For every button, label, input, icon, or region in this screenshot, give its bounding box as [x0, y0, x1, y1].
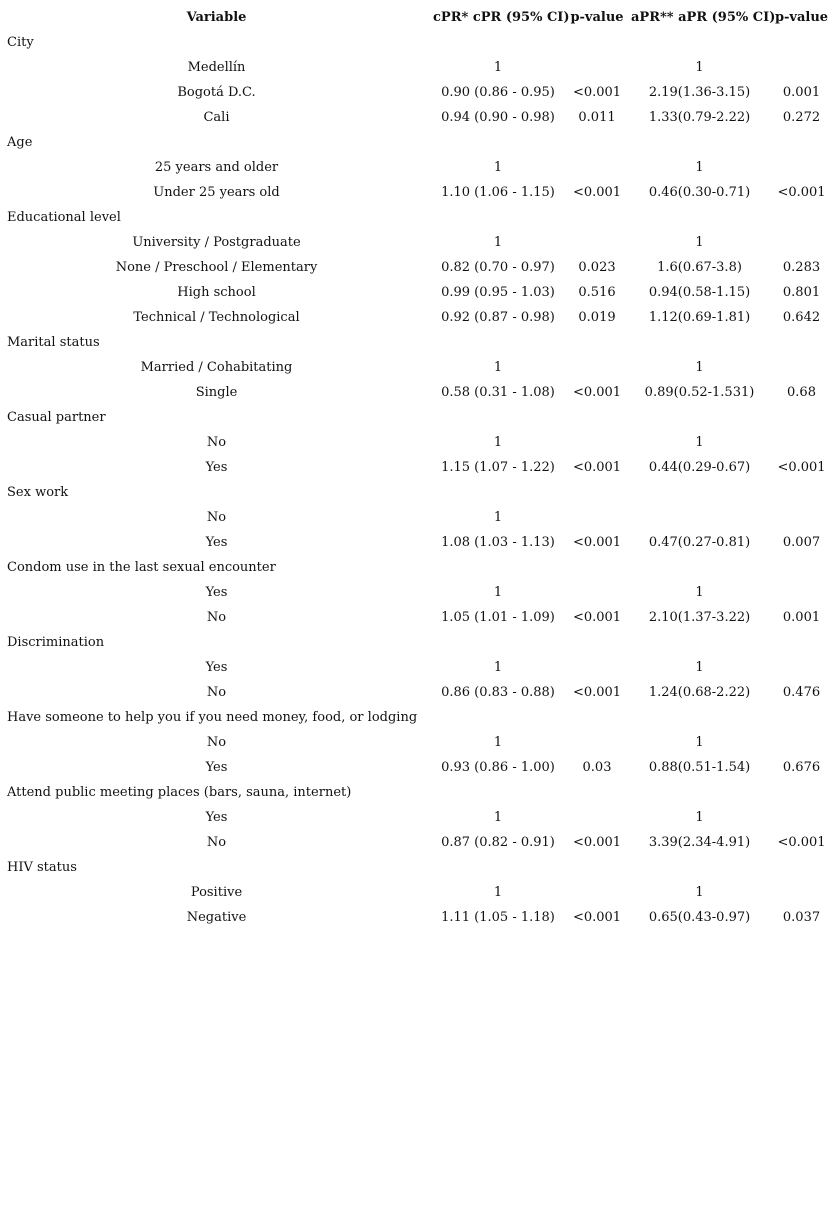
- adjusted-prevalence-ratio: 1.24(0.68-2.22): [648, 685, 751, 700]
- crude-p-value: <0.001: [572, 835, 622, 850]
- table-row: [0, 880, 837, 905]
- crude-p-value: [563, 430, 631, 455]
- adjusted-p-value: 0.801: [782, 285, 821, 300]
- crude-prevalence-ratio: 0.92 (0.87 - 0.98): [441, 310, 555, 325]
- table-row: [0, 180, 837, 205]
- adjusted-prevalence-ratio: 1.6(0.67-3.8): [657, 260, 742, 275]
- variable-category: Yes: [205, 585, 228, 600]
- adjusted-p-value: [768, 655, 835, 680]
- crude-prevalence-ratio: 1: [493, 885, 503, 900]
- adjusted-p-value: 0.037: [782, 910, 821, 925]
- adjusted-prevalence-ratio: 1: [695, 360, 704, 375]
- variable-category: Yes: [205, 810, 228, 825]
- crude-p-value: [563, 155, 631, 180]
- variable-category: Married / Cohabitating: [140, 360, 293, 375]
- adjusted-prevalence-ratio: 0.88(0.51-1.54): [648, 760, 751, 775]
- table-row: [0, 105, 837, 130]
- table-row: [0, 430, 837, 455]
- crude-prevalence-ratio: 1: [493, 160, 503, 175]
- group-row: [0, 855, 837, 880]
- group-row: [0, 330, 837, 355]
- adjusted-p-value: [768, 880, 835, 905]
- adjusted-p-value: <0.001: [777, 460, 826, 475]
- adjusted-prevalence-ratio: 1.12(0.69-1.81): [648, 310, 751, 325]
- table-row: [0, 755, 837, 780]
- variable-category: University / Postgraduate: [132, 235, 301, 250]
- adjusted-prevalence-ratio: 0.46(0.30-0.71): [648, 185, 751, 200]
- crude-p-value: 0.019: [578, 310, 616, 325]
- adjusted-prevalence-ratio: 1: [695, 585, 704, 600]
- adjusted-p-value: [768, 580, 835, 605]
- crude-p-value: [563, 580, 631, 605]
- adjusted-p-value: 0.676: [782, 760, 821, 775]
- crude-prevalence-ratio: 0.93 (0.86 - 1.00): [441, 760, 555, 775]
- adjusted-prevalence-ratio: 3.39(2.34-4.91): [648, 835, 751, 850]
- crude-p-value: [563, 655, 631, 680]
- header-cpr: cPR* cPR (95% CI): [433, 10, 570, 25]
- crude-p-value: <0.001: [572, 610, 622, 625]
- crude-p-value: [563, 230, 631, 255]
- crude-prevalence-ratio: 1.08 (1.03 - 1.13): [441, 535, 555, 550]
- crude-prevalence-ratio: 1: [493, 435, 503, 450]
- table-row: [0, 830, 837, 855]
- variable-category: High school: [177, 285, 256, 300]
- crude-prevalence-ratio: 1: [493, 585, 503, 600]
- crude-prevalence-ratio: 0.58 (0.31 - 1.08): [441, 385, 555, 400]
- variable-category: No: [206, 835, 227, 850]
- group-label: Sex work: [7, 485, 69, 500]
- crude-prevalence-ratio: 1.05 (1.01 - 1.09): [441, 610, 555, 625]
- crude-p-value: [563, 805, 631, 830]
- crude-prevalence-ratio: 1: [493, 510, 503, 525]
- adjusted-prevalence-ratio: 1.33(0.79-2.22): [648, 110, 751, 125]
- table-row: [0, 155, 837, 180]
- adjusted-p-value: [768, 430, 835, 455]
- crude-p-value: [563, 55, 631, 80]
- adjusted-prevalence-ratio: 0.89(0.52-1.531): [644, 385, 755, 400]
- table-row: [0, 255, 837, 280]
- crude-prevalence-ratio: 1: [493, 360, 503, 375]
- variable-category: Yes: [205, 535, 228, 550]
- adjusted-p-value: 0.001: [782, 610, 821, 625]
- table-body: [0, 30, 837, 930]
- variable-category: No: [206, 435, 227, 450]
- adjusted-p-value: <0.001: [777, 185, 826, 200]
- adjusted-p-value: 0.476: [782, 685, 821, 700]
- variable-category: No: [206, 735, 227, 750]
- group-label: Casual partner: [7, 410, 106, 425]
- adjusted-prevalence-ratio: 1: [695, 660, 704, 675]
- crude-p-value: 0.011: [578, 110, 616, 125]
- group-row: [0, 780, 837, 805]
- variable-category: 25 years and older: [154, 160, 279, 175]
- adjusted-prevalence-ratio: [631, 505, 768, 530]
- group-label: Age: [7, 135, 33, 150]
- crude-p-value: <0.001: [572, 460, 622, 475]
- group-row: [0, 555, 837, 580]
- crude-p-value: <0.001: [572, 185, 622, 200]
- crude-p-value: <0.001: [572, 85, 622, 100]
- group-label: Have someone to help you if you need money, food, or lodging: [7, 710, 418, 725]
- adjusted-p-value: [768, 230, 835, 255]
- variable-category: No: [206, 610, 227, 625]
- table-row: [0, 230, 837, 255]
- adjusted-prevalence-ratio: 0.94(0.58-1.15): [648, 285, 751, 300]
- crude-prevalence-ratio: 1.10 (1.06 - 1.15): [441, 185, 555, 200]
- variable-category: No: [206, 510, 227, 525]
- crude-prevalence-ratio: 1: [493, 810, 503, 825]
- variable-category: Cali: [203, 110, 230, 125]
- variable-category: Yes: [205, 460, 228, 475]
- group-row: [0, 630, 837, 655]
- table-row: [0, 280, 837, 305]
- group-label: Condom use in the last sexual encounter: [7, 560, 276, 575]
- crude-p-value: <0.001: [572, 910, 622, 925]
- table-row: [0, 680, 837, 705]
- adjusted-prevalence-ratio: 1: [695, 60, 704, 75]
- table-row: [0, 530, 837, 555]
- crude-p-value: [563, 355, 631, 380]
- table-row: [0, 55, 837, 80]
- variable-category: Yes: [205, 660, 228, 675]
- crude-prevalence-ratio: 0.94 (0.90 - 0.98): [441, 110, 555, 125]
- crude-p-value: <0.001: [572, 685, 622, 700]
- variable-category: None / Preschool / Elementary: [115, 260, 318, 275]
- variable-category: Technical / Technological: [133, 310, 300, 325]
- adjusted-p-value: 0.272: [782, 110, 821, 125]
- variable-category: Negative: [186, 910, 247, 925]
- crude-prevalence-ratio: 1.15 (1.07 - 1.22): [441, 460, 555, 475]
- adjusted-p-value: [768, 355, 835, 380]
- table-row: [0, 455, 837, 480]
- table-row: [0, 730, 837, 755]
- table-row: [0, 905, 837, 930]
- crude-p-value: <0.001: [572, 385, 622, 400]
- adjusted-p-value: 0.007: [782, 535, 821, 550]
- group-label: Marital status: [7, 335, 100, 350]
- adjusted-prevalence-ratio: 1: [695, 235, 704, 250]
- adjusted-prevalence-ratio: 2.10(1.37-3.22): [648, 610, 751, 625]
- variable-category: Yes: [205, 760, 228, 775]
- adjusted-p-value: [768, 155, 835, 180]
- group-label: HIV status: [7, 860, 77, 875]
- crude-prevalence-ratio: 1: [493, 235, 503, 250]
- table-row: [0, 580, 837, 605]
- table-row: [0, 80, 837, 105]
- crude-prevalence-ratio: 0.86 (0.83 - 0.88): [441, 685, 555, 700]
- crude-p-value: [563, 505, 631, 530]
- variable-category: Bogotá D.C.: [177, 85, 256, 100]
- crude-p-value: 0.023: [578, 260, 616, 275]
- table-header: [0, 5, 837, 30]
- header-p-value-crude: p-value: [570, 10, 624, 25]
- crude-prevalence-ratio: 1.11 (1.05 - 1.18): [441, 910, 555, 925]
- group-row: [0, 130, 837, 155]
- crude-p-value: <0.001: [572, 535, 622, 550]
- table-row: [0, 380, 837, 405]
- table-row: [0, 605, 837, 630]
- group-row: [0, 405, 837, 430]
- results-table: [0, 5, 837, 930]
- adjusted-prevalence-ratio: 1: [695, 160, 704, 175]
- header-variable: Variable: [186, 10, 247, 25]
- header-p-value-adjusted: p-value: [774, 10, 829, 25]
- header-apr: aPR** aPR (95% CI): [631, 10, 776, 25]
- crude-prevalence-ratio: 1: [493, 660, 503, 675]
- adjusted-p-value: [768, 505, 835, 530]
- table-row: [0, 305, 837, 330]
- table-row: [0, 505, 837, 530]
- crude-prevalence-ratio: 1: [493, 60, 503, 75]
- adjusted-prevalence-ratio: 0.47(0.27-0.81): [648, 535, 751, 550]
- table-row: [0, 355, 837, 380]
- crude-p-value: 0.03: [582, 760, 612, 775]
- adjusted-prevalence-ratio: 1: [695, 735, 704, 750]
- crude-prevalence-ratio: 0.90 (0.86 - 0.95): [441, 85, 555, 100]
- adjusted-prevalence-ratio: 0.65(0.43-0.97): [648, 910, 751, 925]
- crude-p-value: [563, 880, 631, 905]
- crude-prevalence-ratio: 0.99 (0.95 - 1.03): [441, 285, 555, 300]
- adjusted-p-value: 0.001: [782, 85, 821, 100]
- adjusted-p-value: 0.68: [787, 385, 816, 400]
- group-row: [0, 705, 837, 730]
- group-label: Discrimination: [7, 635, 105, 650]
- variable-category: No: [206, 685, 227, 700]
- crude-prevalence-ratio: 0.82 (0.70 - 0.97): [441, 260, 555, 275]
- table-row: [0, 805, 837, 830]
- crude-prevalence-ratio: 0.87 (0.82 - 0.91): [441, 835, 555, 850]
- adjusted-p-value: [768, 730, 835, 755]
- group-row: [0, 480, 837, 505]
- group-row: [0, 205, 837, 230]
- variable-category: Medellín: [187, 60, 246, 75]
- crude-prevalence-ratio: 1: [493, 735, 503, 750]
- adjusted-p-value: 0.283: [782, 260, 821, 275]
- adjusted-prevalence-ratio: 1: [695, 435, 704, 450]
- adjusted-prevalence-ratio: 1: [695, 810, 704, 825]
- group-label: Educational level: [7, 210, 121, 225]
- adjusted-prevalence-ratio: 2.19(1.36-3.15): [648, 85, 751, 100]
- adjusted-p-value: [768, 805, 835, 830]
- variable-category: Positive: [190, 885, 243, 900]
- adjusted-prevalence-ratio: 1: [695, 885, 704, 900]
- adjusted-p-value: 0.642: [782, 310, 821, 325]
- group-label: City: [7, 35, 34, 50]
- variable-category: Single: [195, 385, 238, 400]
- variable-category: Under 25 years old: [153, 185, 280, 200]
- group-row: [0, 30, 837, 55]
- crude-p-value: 0.516: [578, 285, 616, 300]
- group-label: Attend public meeting places (bars, sauna, internet): [7, 785, 352, 800]
- crude-p-value: [563, 730, 631, 755]
- table-row: [0, 655, 837, 680]
- adjusted-p-value: [768, 55, 835, 80]
- adjusted-prevalence-ratio: 0.44(0.29-0.67): [648, 460, 751, 475]
- adjusted-p-value: <0.001: [777, 835, 826, 850]
